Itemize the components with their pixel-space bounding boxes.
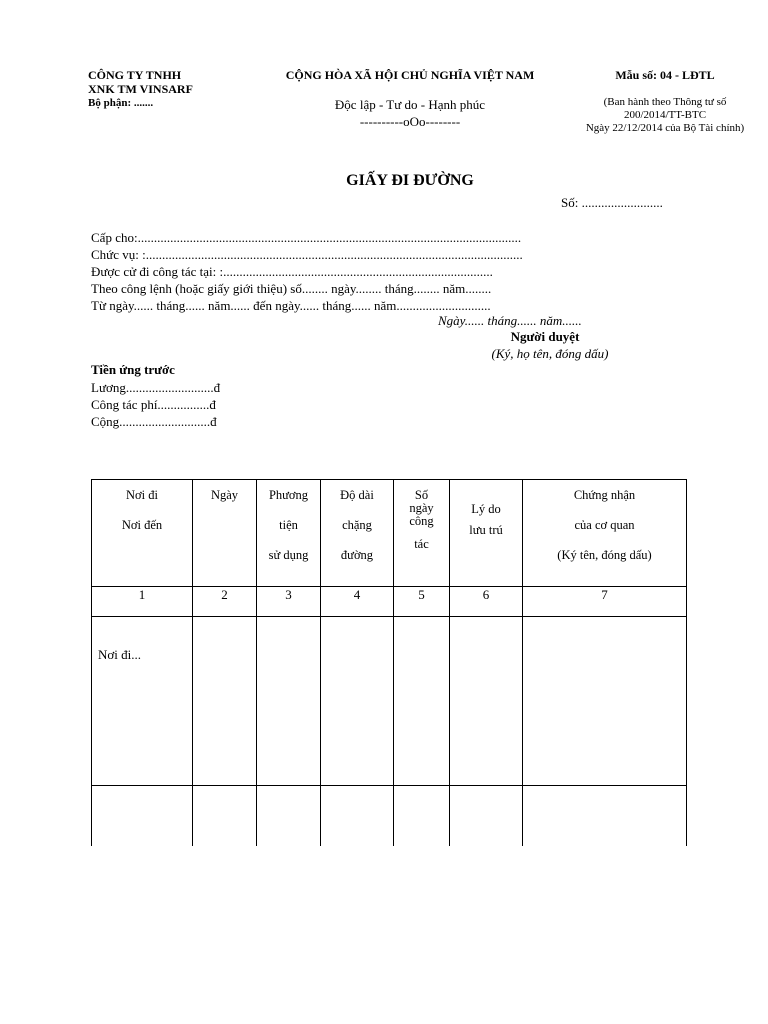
form-code: Mẫu số: 04 - LĐTL xyxy=(615,68,715,82)
company-line1: CÔNG TY TNHH xyxy=(88,68,182,82)
column-number: 3 xyxy=(257,587,321,617)
table-row xyxy=(92,617,687,786)
table-header-row xyxy=(92,480,687,587)
header-do-dai-line3: đường xyxy=(340,548,374,562)
table-cell-noi-di xyxy=(92,617,193,786)
table-cell xyxy=(523,786,687,846)
header-chung-nhan-line1: Chứng nhận xyxy=(573,488,636,502)
row-label-noi-di: Nơi đi... xyxy=(98,647,141,662)
field-cu-di: Được cử đi công tác tại: :................................................................................... xyxy=(91,264,493,279)
table-cell xyxy=(450,786,523,846)
column-number: 5 xyxy=(394,587,450,617)
advance-heading: Tiền ứng trước xyxy=(91,362,175,377)
motto-separator: ----------oOo-------- xyxy=(359,114,461,129)
advance-cong-tac-phi: Công tác phí................đ xyxy=(91,397,216,412)
field-chuc-vu: Chức vụ: :.................................................................................................................... xyxy=(91,247,523,262)
header-phuong-tien-line1: Phương xyxy=(268,488,309,502)
field-cap-cho: Cấp cho:...................................................................................................................... xyxy=(91,230,522,245)
table-cell xyxy=(321,786,394,846)
header-noi-di-line1: Nơi đi xyxy=(126,488,158,502)
header-ly-do-line2: lưu trú xyxy=(469,523,503,537)
issued-note xyxy=(570,96,760,135)
table-cell xyxy=(394,617,450,786)
nation-title: CỘNG HÒA XÃ HỘI CHỦ NGHĨA VIỆT NAM xyxy=(285,68,535,82)
header-chung-nhan-line3: (Ký tên, đóng dấu) xyxy=(557,548,652,562)
advance-lines xyxy=(91,379,220,430)
header-phuong-tien-line2: tiện xyxy=(279,518,298,532)
document-number: Số: ......................... xyxy=(561,195,663,210)
header-so-ngay-line4: tác xyxy=(414,537,429,551)
approver-title: Người duyệt xyxy=(510,329,580,344)
department: Bộ phận: ....... xyxy=(88,97,154,109)
header-noi-di xyxy=(92,480,193,587)
header-so-ngay-line1: Số xyxy=(414,488,429,502)
table-number-row xyxy=(92,587,687,617)
table-cell xyxy=(523,617,687,786)
header-do-dai-line1: Độ dài xyxy=(340,488,374,502)
header-do-dai xyxy=(321,480,394,587)
advance-luong: Lương...........................đ xyxy=(91,380,221,395)
header-so-ngay-line2: ngày xyxy=(409,501,434,515)
table-row xyxy=(92,786,687,846)
field-theo-lenh: Theo công lệnh (hoặc giấy giới thiệu) số........ ngày........ tháng........ năm........ xyxy=(91,281,492,296)
header-so-ngay xyxy=(394,480,450,587)
company-line2: XNK TM VINSARF xyxy=(88,82,193,96)
table-cell xyxy=(92,786,193,846)
header-ngay: Ngày xyxy=(193,480,257,587)
table-cell xyxy=(257,617,321,786)
travel-log-table-wrap xyxy=(91,479,686,845)
header-ly-do-line1: Lý do xyxy=(471,502,501,516)
table-cell xyxy=(193,617,257,786)
header-phuong-tien-line3: sử dụng xyxy=(268,548,309,562)
field-tu-ngay: Từ ngày...... tháng...... năm...... đến ngày...... tháng...... năm............................. xyxy=(91,298,491,313)
issued-line1: (Ban hành theo Thông tư số xyxy=(603,96,727,108)
motto: Độc lập - Tư do - Hạnh phúc xyxy=(334,97,486,112)
header-so-ngay-line3: công xyxy=(409,514,434,528)
header-do-dai-line2: chặng xyxy=(342,518,372,532)
table-cell xyxy=(450,617,523,786)
column-number: 7 xyxy=(523,587,687,617)
table-cell xyxy=(394,786,450,846)
column-number: 4 xyxy=(321,587,394,617)
company-name xyxy=(88,68,193,96)
advance-cong: Cộng............................đ xyxy=(91,414,217,429)
travel-log-table xyxy=(91,479,687,846)
column-number: 2 xyxy=(193,587,257,617)
column-number: 1 xyxy=(92,587,193,617)
header-noi-den: Nơi đến xyxy=(121,518,163,532)
header-phuong-tien xyxy=(257,480,321,587)
issued-line2: 200/2014/TT-BTC xyxy=(623,109,707,121)
approver-sign-note: (Ký, họ tên, đóng dấu) xyxy=(491,346,609,361)
column-number: 6 xyxy=(450,587,523,617)
header-ly-do xyxy=(450,480,523,587)
document-title: GIẤY ĐI ĐƯỜNG xyxy=(346,172,474,189)
table-cell xyxy=(193,786,257,846)
info-fields xyxy=(91,229,523,314)
issued-line3: Ngày 22/12/2014 của Bộ Tài chính) xyxy=(585,122,745,134)
header-chung-nhan xyxy=(523,480,687,587)
approval-date: Ngày...... tháng...... năm...... xyxy=(438,313,582,328)
header-chung-nhan-line2: của cơ quan xyxy=(574,518,635,532)
table-cell xyxy=(321,617,394,786)
table-cell xyxy=(257,786,321,846)
